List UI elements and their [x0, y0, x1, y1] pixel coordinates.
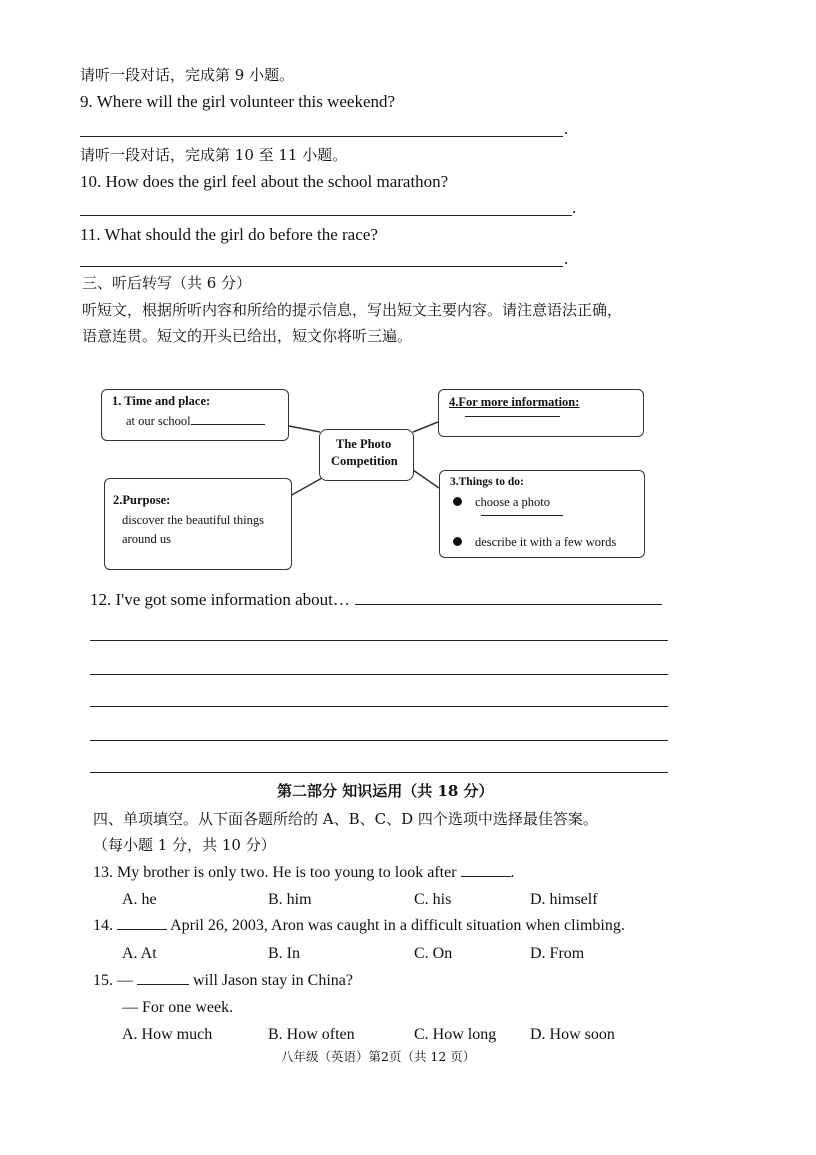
writing-line-0[interactable] — [355, 604, 662, 605]
box-purpose-line1: discover the beautiful things — [122, 513, 264, 527]
writing-prompt: 12. I've got some information about… — [90, 590, 350, 609]
center-title-line1: The Photo — [336, 437, 392, 451]
box-time-place-title: 1. Time and place: — [112, 394, 211, 408]
option-13-b[interactable]: B. him — [268, 891, 312, 908]
writing-line-2[interactable] — [90, 674, 668, 675]
option-13-c[interactable]: C. his — [414, 891, 452, 908]
question-11: 11. What should the girl do before the race? — [80, 225, 378, 244]
box-purpose-title: 2.Purpose: — [113, 493, 171, 507]
box-purpose-line2: around us — [122, 532, 171, 546]
writing-line-3[interactable] — [90, 706, 668, 707]
box-more-info-blank[interactable] — [465, 416, 560, 417]
bullet-icon — [453, 497, 462, 506]
box-things-item3: describe it with a few words — [475, 535, 617, 549]
blank-15 — [137, 984, 189, 985]
blank-13 — [461, 876, 511, 877]
section-3-heading: 三、听后转写（共 6 分） — [82, 274, 252, 292]
box-more-info-title: 4.For more information: — [449, 395, 580, 409]
instruction-q9: 请听一段对话，完成第 9 小题。 — [80, 66, 295, 84]
option-13-a[interactable]: A. he — [122, 891, 157, 908]
question-14: 14. April 26, 2003, Aron was caught in a difficult situation when climbing. — [93, 917, 625, 934]
box-things-item2-blank[interactable] — [481, 515, 563, 516]
instruction-q10-11: 请听一段对话，完成第 10 至 11 小题。 — [80, 146, 348, 164]
section-3-instructions-2: 语意连贯。短文的开头已给出，短文你将听三遍。 — [82, 327, 413, 345]
box-time-place-text: at our school — [126, 415, 265, 428]
center-title-line2: Competition — [331, 454, 398, 468]
option-14-c[interactable]: C. On — [414, 945, 453, 962]
option-14-a[interactable]: A. At — [122, 945, 157, 962]
question-15: 15. — will Jason stay in China? — [93, 972, 353, 989]
option-15-a[interactable]: A. How much — [122, 1026, 213, 1043]
bullet-icon — [453, 537, 462, 546]
option-14-d[interactable]: D. From — [530, 945, 585, 962]
box-things-title: 3.Things to do: — [450, 476, 524, 488]
box-time-place-blank — [191, 424, 265, 425]
question-10: 10. How does the girl feel about the school marathon? — [80, 172, 449, 191]
section-4-instructions-1: 四、单项填空。从下面各题所给的 A、B、C、D 四个选项中选择最佳答案。 — [93, 810, 598, 828]
writing-line-4[interactable] — [90, 740, 668, 741]
option-15-b[interactable]: B. How often — [268, 1026, 355, 1043]
question-9: 9. Where will the girl volunteer this weekend? — [80, 92, 396, 111]
answer-line-15: — For one week. — [122, 999, 234, 1016]
blank-14 — [117, 929, 167, 930]
option-14-b[interactable]: B. In — [268, 945, 300, 962]
page-footer: 八年级（英语）第2页（共 12 页） — [281, 1049, 476, 1064]
writing-line-1[interactable] — [90, 640, 668, 641]
section-3-instructions-1: 听短文，根据所听内容和所给的提示信息，写出短文主要内容。请注意语法正确， — [82, 301, 623, 319]
option-13-d[interactable]: D. himself — [530, 891, 598, 908]
part-2-heading: 第二部分 知识运用（共 18 分） — [277, 782, 494, 800]
writing-line-5[interactable] — [90, 772, 668, 773]
question-13: 13. My brother is only two. He is too young to look after . — [93, 864, 515, 881]
option-15-c[interactable]: C. How long — [414, 1026, 497, 1043]
box-things-item1: choose a photo — [475, 495, 550, 509]
option-15-d[interactable]: D. How soon — [530, 1026, 615, 1043]
section-4-instructions-2: （每小题 1 分，共 10 分） — [93, 836, 276, 854]
